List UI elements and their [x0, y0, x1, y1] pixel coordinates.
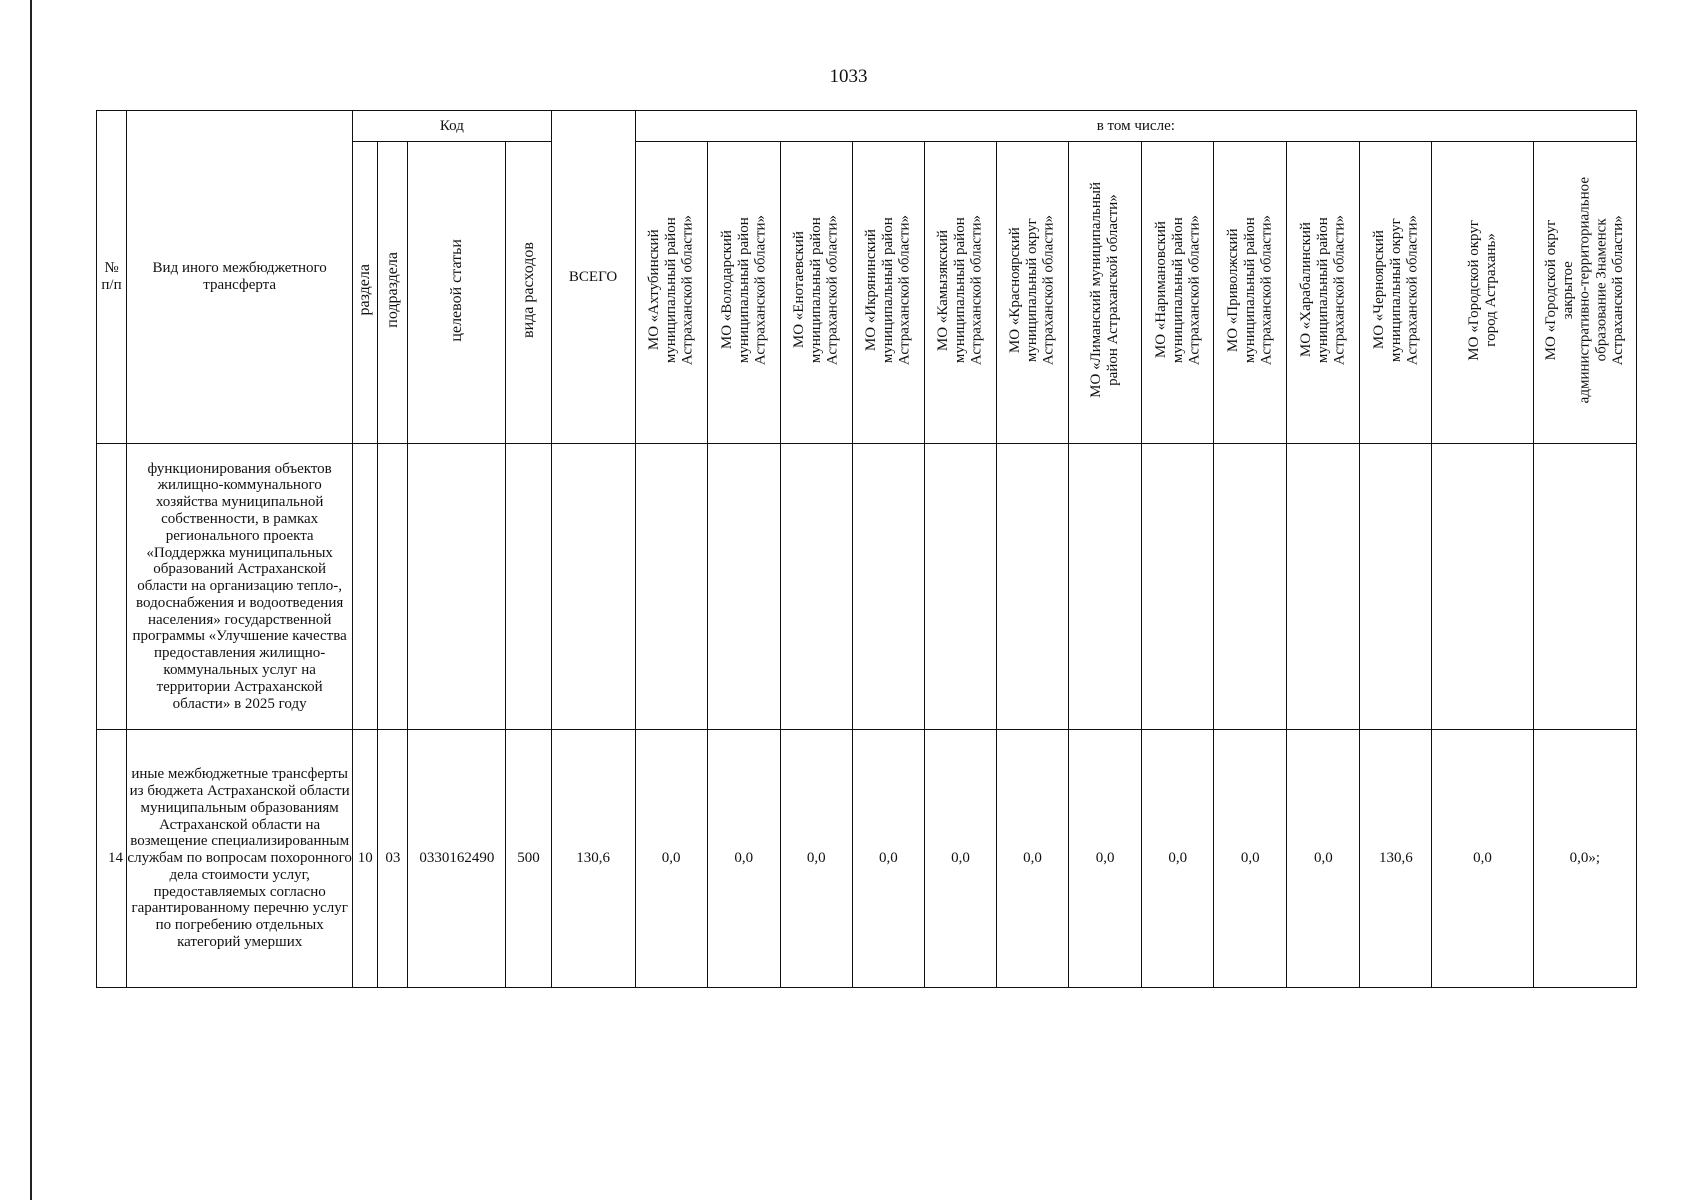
row-tsel: 0330162490: [408, 730, 506, 988]
table-row: [97, 444, 1637, 730]
row-podrazdel: [378, 444, 408, 730]
row-value: 0,0: [1432, 730, 1533, 988]
left-margin-line: [30, 0, 32, 1200]
row-value: 0,0: [852, 730, 924, 988]
header-mo-narimanovsky: МО «Наримановский муниципальный район Астраханской области»: [1142, 142, 1214, 444]
row-razdel: [353, 444, 378, 730]
row-description: функционирования объектов жилищно-коммунального хозяйства муниципальной собственности, в рамках регионального проекта «Поддержка муниципальных образований Астраханской области на организацию тепло-, водоснабжения и водоотведения населения» государственной программы «Улучшение качества предоставления жилищно-коммунальных услуг на территории Астраханской области» в 2025 году: [127, 444, 353, 730]
header-mo-enotaevsky: МО «Енотаевский муниципальный район Астраханской области»: [780, 142, 852, 444]
row-vid: 500: [506, 730, 551, 988]
row-value: 0,0: [1142, 730, 1214, 988]
header-code-vid: вида расходов: [506, 142, 551, 444]
row-value: 0,0: [707, 730, 780, 988]
row-total: [551, 444, 635, 730]
header-mo-akhtubinsky: МО «Ахтубинский муниципальный район Астраханской области»: [635, 142, 707, 444]
header-code: Код: [353, 111, 551, 142]
header-mo-kamyzyaksky: МО «Камызякский муниципальный район Астраханской области»: [924, 142, 996, 444]
row-value: [1069, 444, 1142, 730]
header-total: ВСЕГО: [551, 111, 635, 444]
row-value: 0,0: [780, 730, 852, 988]
header-num: № п/п: [97, 111, 127, 444]
row-value: [1287, 444, 1360, 730]
row-value: [1142, 444, 1214, 730]
row-value: [1360, 444, 1432, 730]
row-total: 130,6: [551, 730, 635, 988]
page-number: 1033: [829, 66, 868, 87]
row-value: [707, 444, 780, 730]
row-value: [780, 444, 852, 730]
transfers-table: [96, 110, 1637, 988]
row-tsel: [408, 444, 506, 730]
table-row: [97, 730, 1637, 988]
header-code-razdel: раздела: [353, 142, 378, 444]
row-value: 0,0: [1214, 730, 1287, 988]
row-value: [1214, 444, 1287, 730]
header-mo-znamensk: МО «Городской округ закрытое административно-территориальное образование Знаменск Астраханской области»: [1533, 142, 1636, 444]
row-razdel: 10: [353, 730, 378, 988]
row-value: [997, 444, 1069, 730]
header-mo-krasnoyarsky: МО «Красноярский муниципальный округ Астраханской области»: [997, 142, 1069, 444]
row-podrazdel: 03: [378, 730, 408, 988]
header-mo-chernoyarsky: МО «Черноярский муниципальный округ Астраханской области»: [1360, 142, 1432, 444]
row-num: [97, 444, 127, 730]
header-mo-kharabalinsky: МО «Харабалинский муниципальный район Астраханской области»: [1287, 142, 1360, 444]
row-value: 0,0: [1069, 730, 1142, 988]
row-vid: [506, 444, 551, 730]
row-value: 0,0»;: [1533, 730, 1636, 988]
row-num: 14: [97, 730, 127, 988]
row-value: 0,0: [997, 730, 1069, 988]
row-value: [1432, 444, 1533, 730]
header-mo-ikryaninsky: МО «Икрянинский муниципальный район Астраханской области»: [852, 142, 924, 444]
header-mo-volodarsky: МО «Володарский муниципальный район Астраханской области»: [707, 142, 780, 444]
header-mo-limansky: МО «Лиманский муниципальный район Астраханской области»: [1069, 142, 1142, 444]
row-value: [924, 444, 996, 730]
header-mo-astrakhan: МО «Городской округ город Астрахань»: [1432, 142, 1533, 444]
header-code-podrazdel: подраздела: [378, 142, 408, 444]
row-value: [1533, 444, 1636, 730]
header-including: в том числе:: [635, 111, 1636, 142]
row-value: [852, 444, 924, 730]
header-mo-privolzhsky: МО «Приволжский муниципальный район Астраханской области»: [1214, 142, 1287, 444]
row-description: иные межбюджетные трансферты из бюджета Астраханской области муниципальным образованиям Астраханской области на возмещение специализированным службам по вопросам похоронного дела стоимости услуг, предоставляемых согласно гарантированному перечню услуг по погребению отдельных категорий умерших: [127, 730, 353, 988]
row-value: 0,0: [635, 730, 707, 988]
row-value: 0,0: [924, 730, 996, 988]
row-value: 130,6: [1360, 730, 1432, 988]
row-value: [635, 444, 707, 730]
header-code-tsel: целевой статьи: [408, 142, 506, 444]
row-value: 0,0: [1287, 730, 1360, 988]
header-transfer-type: Вид иного межбюджетного трансферта: [127, 111, 353, 444]
header-row-1: [97, 111, 1637, 142]
